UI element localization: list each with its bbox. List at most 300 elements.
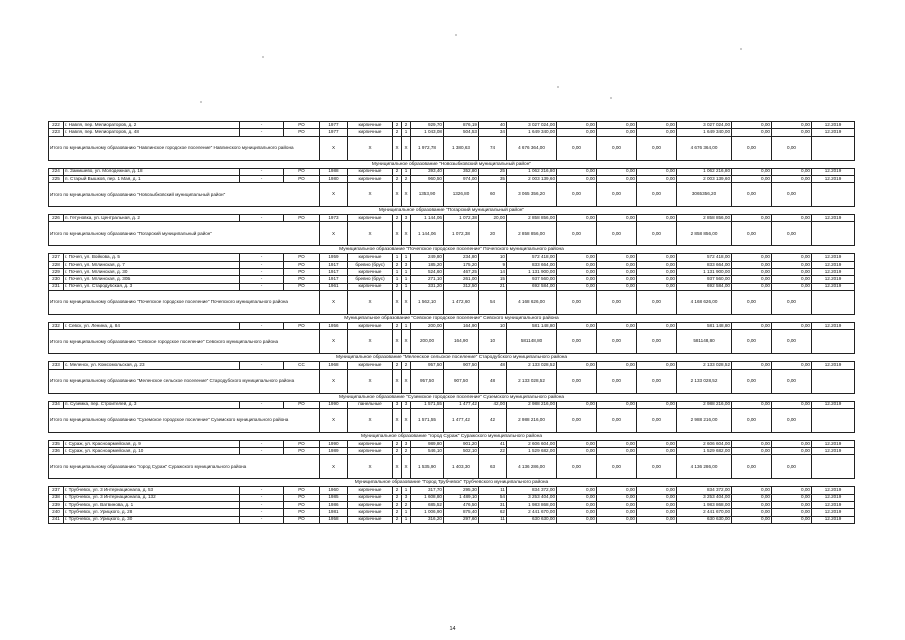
funding-cell: 1 529 682,00 [677,448,732,455]
funding-total-cell: 581148,80 [677,330,732,354]
funding-total-cell: 0,00 [557,369,597,393]
deadline-cell: 12.2019 [812,401,855,408]
funding-cell: 0,00 [772,261,812,268]
area-cell: 685,52 [411,502,444,509]
living-area-cell: 476,50 [444,502,479,509]
residents-cell: 9 [479,261,507,268]
x-cell: X [320,455,348,479]
entrances-cell: 2 [402,502,411,509]
area-cell: 929,70 [411,122,444,129]
funding-cell: 0,00 [597,269,637,276]
funding-total-cell: 0,00 [772,369,812,393]
funding-cell: 0,00 [597,509,637,516]
year-cell: 1961 [320,283,348,290]
wall-material-cell: кирпичные [348,129,393,136]
total-cost-cell: 2 606 604,00 [507,440,557,447]
area-cell: 185,20 [411,261,444,268]
area-cell: 331,20 [411,283,444,290]
x-cell: X [393,222,402,246]
wall-material-cell: кирпичные [348,254,393,261]
x-cell: X [402,222,411,246]
section-heading-cell [49,354,855,362]
residents-total-cell: 20 [479,222,507,246]
entrances-cell: 2 [402,175,411,182]
floors-cell: 1 [393,254,402,261]
table-row [49,509,855,516]
entrances-cell: 1 [402,487,411,494]
funding-cell: 0,00 [772,215,812,222]
row-number: 224 [49,168,64,175]
residents-total-cell: 54 [479,290,507,314]
address-cell: г. Севск, ул. Ленина, д. 84 [64,322,240,329]
section-heading-cell [49,432,855,440]
x-cell: X [393,136,402,160]
total-cost-cell: 1 983 868,00 [507,502,557,509]
deadline-cell: 12.2019 [812,322,855,329]
row-number: 233 [49,362,64,369]
total-cost-cell: 2 988 216,00 [507,401,557,408]
funding-cell: 0,00 [772,487,812,494]
funding-cell: 0,00 [597,322,637,329]
dash-cell: - [240,516,284,523]
funding-cell: 0,00 [597,448,637,455]
deadline-cell: 12.2019 [812,129,855,136]
section-heading-cell [49,393,855,401]
total-row [49,408,855,432]
total-row [49,222,855,246]
empty-cell [812,455,855,479]
funding-cell: 0,00 [557,440,597,447]
year-cell: 1958 [320,516,348,523]
section-heading-row [49,314,855,322]
ownership-cell: РО [284,122,320,129]
funding-total-cell: 0,00 [597,290,637,314]
scan-speck [557,86,559,88]
total-row [49,330,855,354]
x-cell: X [320,369,348,393]
total-label: Итого по муниципальному образованию "город Сураж" Суражского муниципального района [49,455,320,479]
address-cell: г. Сураж, ул. Красноармейская, д. 10 [64,448,240,455]
ownership-cell: РО [284,129,320,136]
floors-cell: 2 [393,487,402,494]
dash-cell: - [240,269,284,276]
area-cell: 249,80 [411,254,444,261]
dash-cell: - [240,122,284,129]
ownership-cell: РО [284,261,320,268]
residents-cell: 62 [479,509,507,516]
section-heading-row [49,207,855,215]
dash-cell: - [240,322,284,329]
funding-cell: 0,00 [772,122,812,129]
address-cell: г. Почеп, ул. Мглинская, д. 7 [64,261,240,268]
x-cell: X [320,222,348,246]
empty-cell [812,330,855,354]
funding-cell: 0,00 [732,129,772,136]
ownership-cell: РО [284,283,320,290]
entrances-cell: 1 [402,509,411,516]
x-cell: X [348,455,393,479]
wall-material-cell: кирпичные [348,175,393,182]
living-area-cell: 876,19 [444,122,479,129]
funding-cell: 0,00 [557,276,597,283]
funding-cell: 0,00 [597,502,637,509]
area-cell: 200,00 [411,322,444,329]
section-heading-row [49,354,855,362]
year-cell: 1990 [320,440,348,447]
year-cell: 1985 [320,494,348,501]
funding-cell: 0,00 [772,362,812,369]
residents-total-cell: 63 [479,455,507,479]
address-cell: г. Трубчевск, ул. 3 Интернационала, д. 132 [64,494,240,501]
funding-cell: 0,00 [732,502,772,509]
wall-material-cell: кирпичные [348,448,393,455]
funding-cell: 0,00 [557,283,597,290]
table-row [49,122,855,129]
funding-total-cell: 0,00 [637,136,677,160]
table-row [49,215,855,222]
row-number: 241 [49,516,64,523]
entrances-cell: 1 [402,129,411,136]
x-cell: X [402,183,411,207]
total-cost-cell: 937 560,00 [507,276,557,283]
floors-cell: 1 [393,276,402,283]
wall-material-cell: кирпичные [348,283,393,290]
funding-cell: 0,00 [637,494,677,501]
living-area-total-cell: 164,90 [444,330,479,354]
floors-cell: 2 [393,448,402,455]
funding-total-cell: 0,00 [557,222,597,246]
funding-cell: 2 858 856,00 [677,215,732,222]
residents-cell: 54 [479,494,507,501]
area-cell: 989,80 [411,440,444,447]
row-number: 231 [49,283,64,290]
x-cell: X [348,136,393,160]
funding-total-cell: 0,00 [597,369,637,393]
area-total-cell: 1353,90 [411,183,444,207]
residents-cell: 15 [479,276,507,283]
ownership-cell: РО [284,494,320,501]
x-cell: X [348,369,393,393]
funding-cell: 833 664,00 [677,261,732,268]
residents-cell: 40 [479,122,507,129]
total-cost-cell: 1 131 900,00 [507,269,557,276]
dash-cell: - [240,129,284,136]
address-cell: г. Трубчевск, ул. Ватвинова, д. 1 [64,502,240,509]
dash-cell: - [240,276,284,283]
wall-material-cell: панельные [348,401,393,408]
x-cell: X [348,408,393,432]
funding-total-cell: 0,00 [732,183,772,207]
area-total-cell: 1 144,06 [411,222,444,246]
funding-total-cell: 0,00 [637,369,677,393]
x-cell: X [393,183,402,207]
living-area-cell: 1 489,10 [444,494,479,501]
funding-total-cell: 0,00 [637,330,677,354]
floors-cell: 1 [393,269,402,276]
total-cost-total-cell: 3 065 356,20 [507,183,557,207]
x-cell: X [402,136,411,160]
funding-total-cell: 2 858 856,00 [677,222,732,246]
x-cell: X [348,290,393,314]
funding-cell: 0,00 [637,261,677,268]
living-area-cell: 312,50 [444,283,479,290]
table-row [49,322,855,329]
year-cell: 1917 [320,269,348,276]
funding-cell: 0,00 [772,175,812,182]
total-cost-total-cell: 581148,80 [507,330,557,354]
x-cell: X [320,408,348,432]
section-heading-cell [49,314,855,322]
wall-material-cell: кирпичные [348,322,393,329]
funding-cell: 0,00 [732,516,772,523]
row-number: 223 [49,129,64,136]
deadline-cell: 12.2019 [812,276,855,283]
dash-cell: - [240,168,284,175]
address-cell: г. Почеп, ул. Войкова, д. 5 [64,254,240,261]
funding-cell: 0,00 [772,322,812,329]
floors-cell: 2 [393,175,402,182]
year-cell: 1977 [320,122,348,129]
funding-cell: 0,00 [732,283,772,290]
row-number: 225 [49,175,64,182]
section-heading-row [49,479,855,487]
funding-cell: 0,00 [637,283,677,290]
ownership-cell: РО [284,215,320,222]
deadline-cell: 12.2019 [812,175,855,182]
entrances-cell: 1 [402,276,411,283]
funding-total-cell: 0,00 [557,330,597,354]
entrances-cell: 1 [402,168,411,175]
x-cell: X [393,408,402,432]
dash-cell: - [240,494,284,501]
floors-cell: 2 [393,283,402,290]
wall-material-cell: бревно (брус) [348,276,393,283]
funding-cell: 2 441 670,00 [677,509,732,516]
table-row [49,175,855,182]
address-cell: п. Замишево, ул. Молодежная, д. 18 [64,168,240,175]
funding-cell: 0,00 [772,448,812,455]
table-row [49,269,855,276]
section-heading-row [49,246,855,254]
empty-cell [812,290,855,314]
funding-cell: 0,00 [637,362,677,369]
x-cell: X [402,369,411,393]
area-cell: 546,10 [411,448,444,455]
floors-cell: 3 [393,401,402,408]
year-cell: 1917 [320,261,348,268]
funding-cell: 0,00 [557,215,597,222]
area-cell: 960,50 [411,175,444,182]
total-cost-cell: 2 858 856,00 [507,215,557,222]
living-area-cell: 175,20 [444,261,479,268]
funding-cell: 0,00 [597,254,637,261]
residents-total-cell: 60 [479,183,507,207]
residents-cell: 21 [479,283,507,290]
total-cost-total-cell: 4 136 286,00 [507,455,557,479]
entrances-cell: 3 [402,261,411,268]
wall-material-cell: кирпичные [348,122,393,129]
address-cell: г. Трубчевск, ул. 3 Интернационала, д. 53 [64,487,240,494]
funding-cell: 0,00 [772,440,812,447]
table-row [49,516,855,523]
funding-cell: 0,00 [637,129,677,136]
entrances-cell: 1 [402,254,411,261]
scan-speck [610,97,612,99]
floors-cell: 2 [393,261,402,268]
funding-total-cell: 0,00 [637,290,677,314]
entrances-cell: 1 [402,516,411,523]
funding-total-cell: 0,00 [772,290,812,314]
ownership-cell: СС [284,362,320,369]
funding-cell: 2 606 604,00 [677,440,732,447]
residents-cell: 10 [479,322,507,329]
deadline-cell: 12.2019 [812,122,855,129]
funding-cell: 0,00 [597,175,637,182]
total-label: Итого по муниципальному образованию "Новозыбковский муниципальный район" [49,183,320,207]
funding-total-cell: 0,00 [732,290,772,314]
funding-cell: 0,00 [732,254,772,261]
address-cell: г. Почеп, ул. Стародубская, д. 3 [64,283,240,290]
funding-cell: 0,00 [557,129,597,136]
floors-cell: 2 [393,322,402,329]
funding-cell: 0,00 [732,440,772,447]
living-area-cell: 295,30 [444,487,479,494]
deadline-cell: 12.2019 [812,362,855,369]
funding-cell: 0,00 [732,448,772,455]
section-heading: Муниципальное образование "Севское городское поселение" Севского муниципального района [344,315,559,321]
address-cell: п. Суземка, пер. Строителей, д. 3 [64,401,240,408]
funding-total-cell: 0,00 [597,455,637,479]
total-label: Итого по муниципальному образованию "Почепское городское поселение" Почепского муниципального района [49,290,320,314]
section-heading: Муниципальное образование "Суземское городское поселение" Суземского муниципального района [338,394,565,400]
funding-total-cell: 0,00 [597,222,637,246]
funding-cell: 692 584,00 [677,283,732,290]
year-cell: 1977 [320,129,348,136]
funding-cell: 3 027 024,00 [677,122,732,129]
year-cell: 1959 [320,254,348,261]
section-heading: Муниципальное образование "Город Трубчевск" Трубчевского муниципального района [354,480,549,486]
ownership-cell: РО [284,322,320,329]
total-cost-cell: 834 372,00 [507,487,557,494]
residents-cell: 25 [479,168,507,175]
year-cell: 1981 [320,509,348,516]
residents-cell: 34 [479,129,507,136]
x-cell: X [348,183,393,207]
living-area-cell: 502,10 [444,448,479,455]
section-heading-cell [49,246,855,254]
address-cell: г. Почеп, ул. Мглинская, д. 30Б [64,276,240,283]
x-cell: X [348,222,393,246]
funding-cell: 0,00 [772,276,812,283]
floors-cell: 2 [393,129,402,136]
funding-cell: 0,00 [732,122,772,129]
area-cell: 1 144,06 [411,215,444,222]
section-heading: Муниципальное образование "Погарский муниципальный район" [378,208,525,214]
total-label: Итого по муниципальному образованию "Погарский муниципальный район" [49,222,320,246]
total-label: Итого по муниципальному образованию "Навлинское городское поселение" Навлинского муниципального района [49,136,320,160]
living-area-total-cell: 907,50 [444,369,479,393]
table-row [49,261,855,268]
funding-cell: 0,00 [557,487,597,494]
area-total-cell: 1 972,78 [411,136,444,160]
funding-total-cell: 0,00 [597,136,637,160]
table-row [49,168,855,175]
total-cost-cell: 1 529 682,00 [507,448,557,455]
section-heading-cell [49,160,855,168]
total-label: Итого по муниципальному образованию "Севское городское поселение" Севского муниципального района [49,330,320,354]
year-cell: 1980 [320,175,348,182]
deadline-cell: 12.2019 [812,168,855,175]
scan-speck [455,34,457,36]
entrances-cell: 2 [402,362,411,369]
funding-cell: 0,00 [597,122,637,129]
area-cell: 1 571,55 [411,401,444,408]
area-cell: 271,10 [411,276,444,283]
ownership-cell: РО [284,254,320,261]
funding-total-cell: 0,00 [557,408,597,432]
dash-cell: - [240,261,284,268]
funding-cell: 0,00 [732,269,772,276]
entrances-cell: 1 [402,322,411,329]
living-area-total-cell: 1 472,60 [444,290,479,314]
total-cost-cell: 581 148,80 [507,322,557,329]
row-number: 239 [49,502,64,509]
total-row [49,136,855,160]
total-cost-total-cell: 2 988 216,00 [507,408,557,432]
living-area-cell: 1 477,42 [444,401,479,408]
residents-cell: 14 [479,269,507,276]
living-area-cell: 164,90 [444,322,479,329]
floors-cell: 2 [393,494,402,501]
empty-cell [812,136,855,160]
x-cell: X [320,330,348,354]
living-area-total-cell: 1326,80 [444,183,479,207]
total-row [49,290,855,314]
section-heading-row [49,160,855,168]
living-area-cell: 875,40 [444,509,479,516]
entrances-cell: 3 [402,494,411,501]
funding-cell: 0,00 [597,283,637,290]
funding-total-cell: 0,00 [597,408,637,432]
funding-cell: 0,00 [557,401,597,408]
entrances-cell: 1 [402,283,411,290]
funding-cell: 0,00 [637,509,677,516]
residents-cell: 42,00 [479,401,507,408]
funding-cell: 834 372,00 [677,487,732,494]
dash-cell: - [240,502,284,509]
funding-cell: 0,00 [732,322,772,329]
dash-cell: - [240,254,284,261]
living-area-cell: 297,60 [444,516,479,523]
funding-total-cell: 0,00 [772,330,812,354]
address-cell: г. Трубчевск, ул. Урицкого, д. 28 [64,509,240,516]
funding-cell: 0,00 [772,254,812,261]
dash-cell: - [240,487,284,494]
area-total-cell: 1 535,90 [411,455,444,479]
table-row [49,129,855,136]
funding-cell: 3 253 404,00 [677,494,732,501]
area-total-cell: 200,00 [411,330,444,354]
total-cost-cell: 3 027 024,00 [507,122,557,129]
funding-cell: 0,00 [557,448,597,455]
entrances-cell: 2 [402,122,411,129]
total-cost-cell: 3 253 404,00 [507,494,557,501]
residents-total-cell: 10 [479,330,507,354]
area-cell: 316,20 [411,516,444,523]
year-cell: 1917 [320,276,348,283]
entrances-cell: 2 [402,448,411,455]
scan-speck [262,56,264,58]
